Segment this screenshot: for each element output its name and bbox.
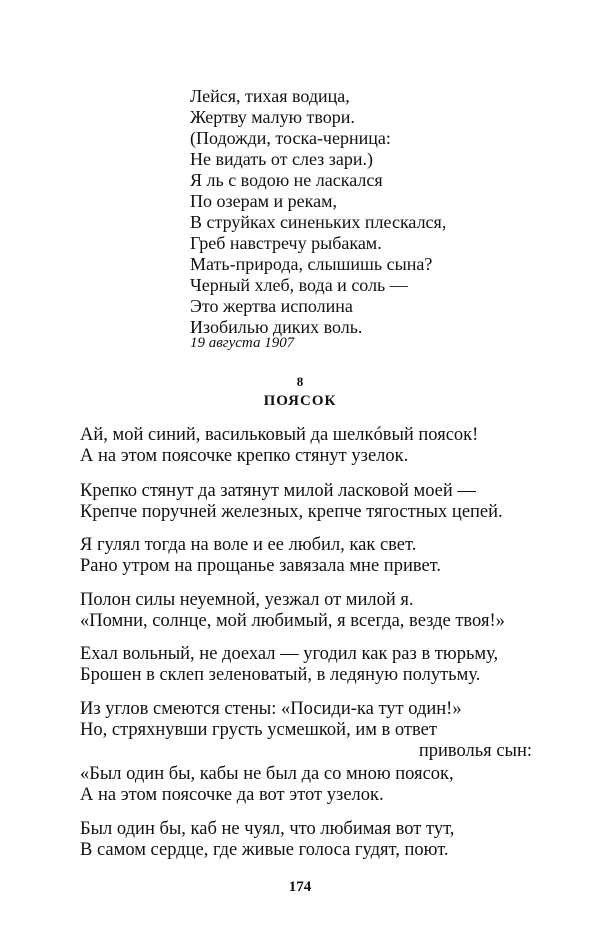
poem-line: А на этом поясочке крепко стянут узелок. [80,446,409,466]
poem-line: Лейся, тихая водица, [190,86,350,106]
poem-line: Изобилью диких воль. [190,317,363,337]
poem-line: Я ль с водою не ласкался [190,170,383,190]
poem-stanza-3 [80,535,441,577]
poem-line: Полон силы неуемной, уезжал от милой я. [80,590,414,610]
poem-line: Я гулял тогда на воле и ее любил, как свет. [80,535,417,555]
poem-line: Крепко стянут да затянут милой ласковой моей — [80,481,476,501]
poem-line: Крепче поручней железных, крепче тягостных цепей. [80,502,503,522]
poem-line: Это жертва исполина [190,296,353,316]
poem-stanza-6 [80,699,532,762]
stanza-2 [190,170,446,254]
poem-title: ПОЯСОК [263,393,337,409]
poem-line: Греб навстречу рыбакам. [190,233,382,253]
poem-stanza-7 [80,764,454,806]
poem-stanza-2 [80,481,503,523]
poem-line: Ай, мой синий, васильковый да шелкóвый поясок! [80,425,479,445]
poem-line: Рано утром на прощанье завязала мне привет. [80,556,442,576]
poem-line: «Был один бы, кабы не был да со мною поясок, [80,764,454,784]
poem-date: 19 августа 1907 [190,335,295,351]
poem-line: По озерам и рекам, [190,191,337,211]
poem-line: В самом сердце, где живые голоса гудят, поют. [80,840,449,860]
poem-stanza-4 [80,590,505,632]
poem-number: 8 [296,374,304,389]
poem-line: Был один бы, каб не чуял, что любимая вот тут, [80,819,455,839]
poem-stanza-1 [80,425,478,467]
page-number: 174 [288,879,312,895]
poem-line: Не видать от слез зари.) [190,149,374,169]
poem-line: В струйках синеньких плескался, [190,212,447,232]
poem-line: (Подожди, тоска-черница: [190,128,391,148]
poem-stanza-8 [80,819,454,861]
poem-line: А на этом поясочке да вот этот узелок. [80,785,384,805]
poem-line: «Помни, солнце, мой любимый, я всегда, везде твоя!» [80,611,505,631]
poem-line: Жертву малую твори. [190,107,355,127]
stanza-1 [190,86,391,170]
poem-line: Брошен в склеп зеленоватый, в ледяную полутьму. [80,665,481,685]
poem-stanza-5 [80,644,498,686]
stanza-3 [190,254,432,338]
poem-line-continuation: приволья сын: [418,741,532,761]
poem-line: Мать-природа, слышишь сына? [190,254,433,274]
poem-line: Черный хлеб, вода и соль — [190,275,408,295]
poem-line: Но, стряхнувши грусть усмешкой, им в ответ [80,720,437,740]
poem-line: Ехал вольный, не доехал — угодил как раз в тюрьму, [80,644,499,664]
poem-line: Из углов смеются стены: «Посиди-ка тут один!» [80,699,462,719]
